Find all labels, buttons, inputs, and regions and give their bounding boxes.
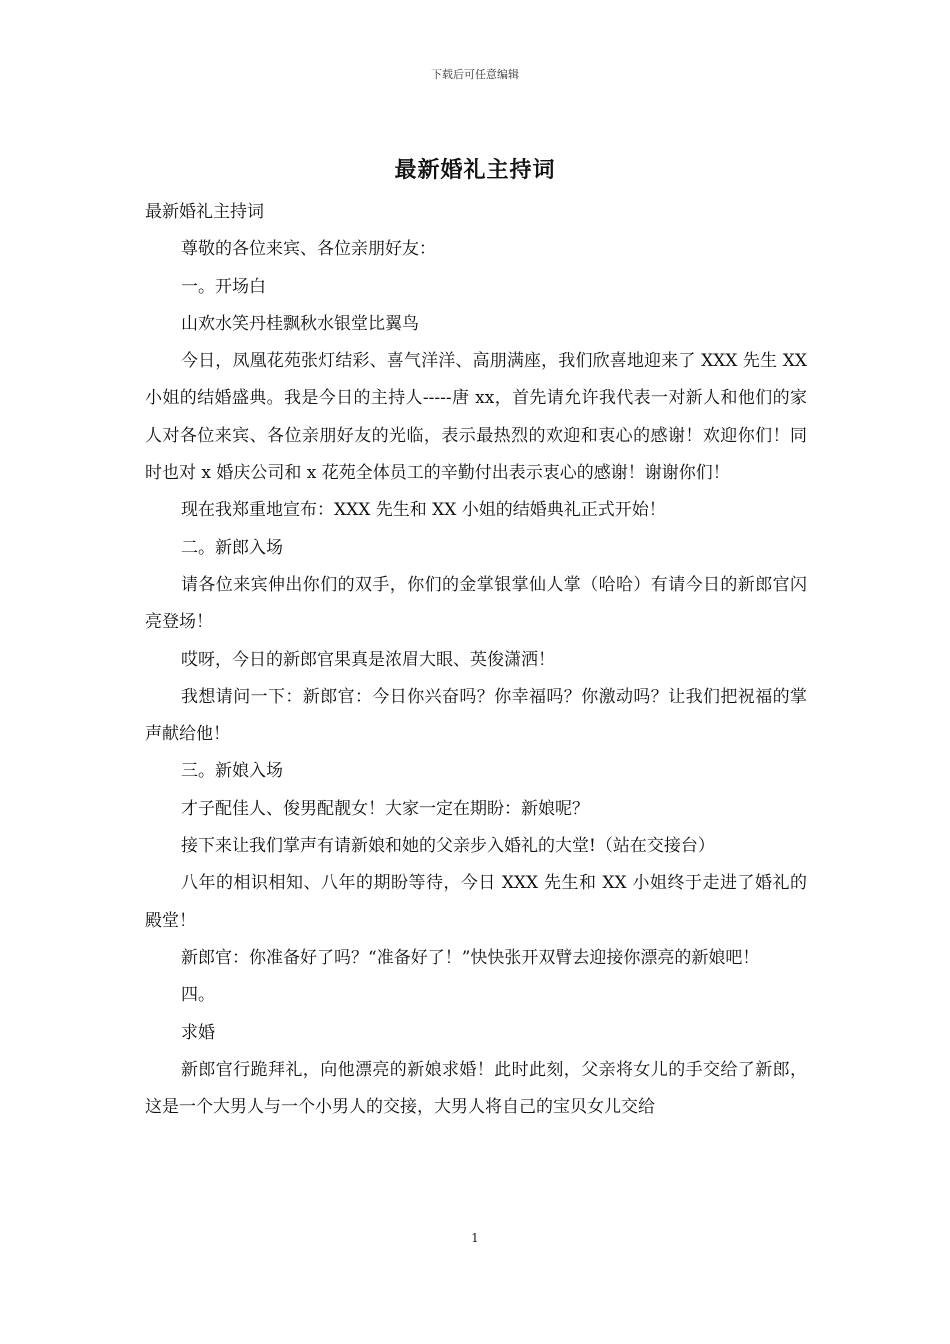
- paragraph: 才子配佳人、俊男配靓女！大家一定在期盼：新娘呢？: [181, 798, 589, 819]
- paragraph: 接下来让我们掌声有请新娘和她的父亲步入婚礼的大堂!（站在交接台）: [181, 836, 715, 857]
- section-heading: 四。: [181, 985, 215, 1006]
- paragraph: 现在我郑重地宣布：XXX 先生和 XX 小姐的结婚典礼正式开始！: [181, 500, 666, 521]
- section-heading: 一。开场白: [181, 276, 266, 297]
- paragraph: 新郎官：你准备好了吗？“准备好了！”快快张开双臂去迎接你漂亮的新娘吧！: [181, 947, 760, 968]
- document-body: [145, 194, 807, 1126]
- paragraph: 我想请问一下：新郎官：今日你兴奋吗？你幸福吗？你激动吗？让我们把祝福的掌声献给他！: [145, 686, 807, 745]
- paragraph: 八年的相识相知、八年的期盼等待，今日 XXX 先生和 XX 小姐终于走进了婚礼的殿堂！: [145, 873, 807, 931]
- document-title: 最新婚礼主持词: [394, 157, 556, 183]
- page-number: 1: [471, 1231, 479, 1245]
- paragraph: 请各位来宾伸出你们的双手，你们的金掌银掌仙人掌（哈哈）有请今日的新郎官闪亮登场！: [145, 574, 807, 633]
- page-header: 下载后可任意编辑: [431, 68, 519, 81]
- section-heading: 二。新郎入场: [181, 537, 283, 558]
- subtitle-line: 最新婚礼主持词: [145, 202, 264, 222]
- paragraph: 哎呀，今日的新郎官果真是浓眉大眼、英俊潇洒！: [181, 649, 555, 670]
- couplet-line: 山欢水笑丹桂飘秋水银堂比翼鸟: [181, 313, 419, 334]
- paragraph: 新郎官行跪拜礼，向他漂亮的新娘求婚！此时此刻，父亲将女儿的手交给了新郎，这是一个大男人与一个小男人的交接，大男人将自己的宝贝女儿交给: [145, 1059, 807, 1118]
- section-heading: 求婚: [181, 1022, 215, 1043]
- section-heading: 三。新娘入场: [181, 761, 283, 782]
- greeting: 尊敬的各位来宾、各位亲朋好友：: [181, 239, 436, 260]
- paragraph: 今日，凤凰花苑张灯结彩、喜气洋洋、高朋满座，我们欣喜地迎来了 XXX 先生 XX 小姐的结婚盛典。我是今日的主持人-----唐 xx，首先请允许我代表一对新人和他们的家人对各位来宾、各位亲朋好友的光临，表示最热烈的欢迎和衷心的感谢！欢迎你们！同时也对 x 婚庆公司和 x 花苑全体员工的辛勤付出表示衷心的感谢！谢谢你们！: [145, 351, 807, 484]
